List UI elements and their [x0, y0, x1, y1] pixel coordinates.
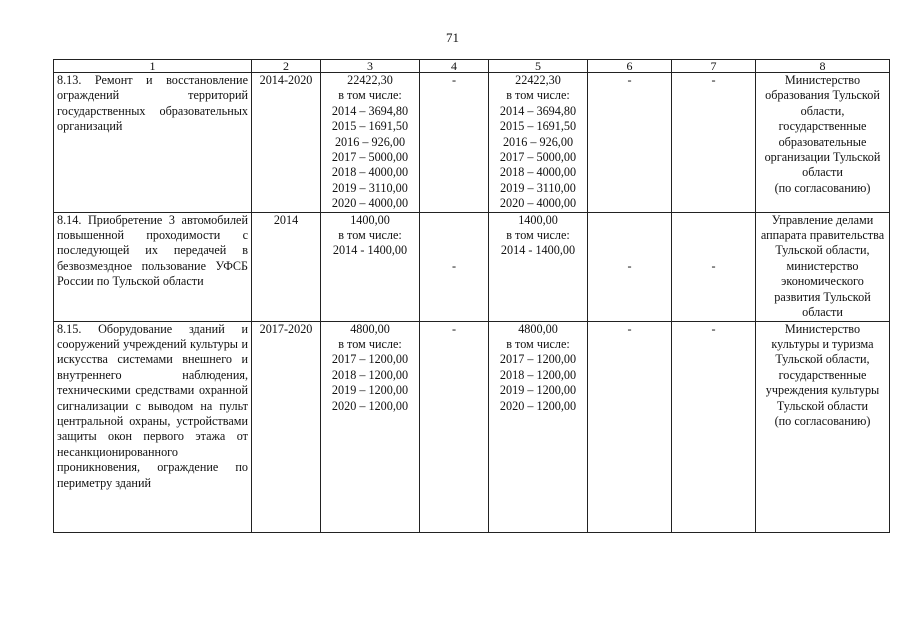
dash-cell: - — [588, 212, 672, 321]
executor-line: учреждения культуры — [765, 383, 880, 398]
measure-title: 8.13. Ремонт и восстановление ограждений территорий государственных образовательных организаций — [54, 73, 252, 213]
funding-line: 2019 – 1200,00 — [499, 383, 577, 398]
table-row — [54, 321, 890, 532]
period-cell: 2014-2020 — [252, 73, 321, 213]
column-header: 7 — [672, 60, 756, 73]
funding-line: 2018 – 4000,00 — [499, 165, 577, 180]
regional-funding-cell — [489, 212, 588, 321]
dash-cell: - — [672, 73, 756, 213]
executor-line: Министерство — [784, 73, 861, 87]
executor-line: аппарата правительства — [760, 228, 885, 243]
dash-cell: - — [420, 212, 489, 321]
funding-line: 22422,30 — [515, 73, 561, 87]
dash-cell: - — [672, 321, 756, 532]
executor-line: развития Тульской — [774, 289, 871, 304]
executor-line: области — [802, 165, 843, 180]
funding-line: 2016 – 926,00 — [502, 134, 574, 149]
measure-title: 8.15. Оборудование зданий и сооружений учреждений культуры и искусства системами внешнего и внутреннего наблюдения, техническими средствами охранной сигнализации с выводом на пульт центральной охраны, устройствами защиты окон первого этажа от несанкционированного проникновения, ограждение по периметру зданий — [54, 321, 252, 532]
funding-line: 2014 - 1400,00 — [332, 243, 408, 258]
dash-cell: - — [588, 73, 672, 213]
column-header: 2 — [252, 60, 321, 73]
funding-line: 2014 – 3694,80 — [331, 103, 409, 118]
measure-title: 8.14. Приобретение 3 автомобилей повышенной проходимости с последующей их передачей в безвозмездное пользование УФСБ России по Тульской области — [54, 212, 252, 321]
executor-cell — [756, 212, 890, 321]
dash-cell: - — [420, 321, 489, 532]
funding-line: 2019 – 3110,00 — [332, 180, 408, 195]
executor-line: образовательные — [778, 134, 867, 149]
executor-line: области — [802, 305, 843, 320]
funding-line: 2020 – 4000,00 — [499, 196, 577, 211]
table-header-row — [54, 60, 890, 73]
funding-line: 4800,00 — [518, 321, 558, 336]
funding-line: 2017 – 5000,00 — [499, 150, 577, 165]
funding-line: 2016 – 926,00 — [334, 134, 406, 149]
funding-line: 1400,00 — [518, 212, 558, 227]
period-cell: 2017-2020 — [252, 321, 321, 532]
funding-line: в том числе: — [338, 88, 402, 103]
column-header: 6 — [588, 60, 672, 73]
funding-line: в том числе: — [506, 88, 570, 103]
executor-cell — [756, 321, 890, 532]
executor-line: (по согласованию) — [774, 180, 871, 195]
funding-line: 2020 – 4000,00 — [331, 196, 409, 211]
funding-line: 2017 – 1200,00 — [331, 352, 409, 367]
executor-line: образования Тульской — [765, 88, 880, 103]
executor-line: государственные — [778, 367, 867, 382]
total-funding-cell — [321, 73, 420, 213]
funding-line: 2014 – 3694,80 — [499, 103, 577, 118]
executor-line: Управление делами — [771, 212, 874, 227]
executor-line: Тульской области — [776, 398, 869, 413]
page-number: 71 — [446, 30, 459, 45]
dash-cell: - — [588, 321, 672, 532]
executor-line: государственные — [778, 119, 867, 134]
program-table — [53, 59, 890, 533]
funding-line: 2018 – 1200,00 — [331, 367, 409, 382]
funding-line: в том числе: — [506, 228, 570, 243]
funding-line: 2017 – 5000,00 — [331, 150, 409, 165]
executor-line: Министерство — [784, 321, 861, 336]
period-cell: 2014 — [252, 212, 321, 321]
funding-line: 2019 – 1200,00 — [331, 383, 409, 398]
funding-line: 2017 – 1200,00 — [499, 352, 577, 367]
regional-funding-cell — [489, 321, 588, 532]
funding-line: 2020 – 1200,00 — [331, 398, 409, 413]
dash-cell: - — [672, 212, 756, 321]
executor-line: Тульской области, — [775, 243, 870, 258]
column-header: 4 — [420, 60, 489, 73]
funding-line: 2018 – 1200,00 — [499, 367, 577, 382]
funding-line: 2020 – 1200,00 — [499, 398, 577, 413]
funding-line: 2015 – 1691,50 — [499, 119, 577, 134]
executor-line: области, — [800, 103, 845, 118]
column-header: 5 — [489, 60, 588, 73]
funding-line: в том числе: — [338, 228, 402, 243]
funding-line: в том числе: — [506, 336, 570, 351]
funding-line: 2015 – 1691,50 — [331, 119, 409, 134]
executor-line: Тульской области, — [775, 352, 870, 367]
funding-line: 1400,00 — [350, 212, 390, 227]
column-header: 3 — [321, 60, 420, 73]
executor-line: организации Тульской — [764, 150, 881, 165]
executor-line: (по согласованию) — [774, 413, 871, 428]
executor-cell — [756, 73, 890, 213]
column-header: 1 — [54, 60, 252, 73]
funding-line: в том числе: — [338, 336, 402, 351]
funding-line: 2019 – 3110,00 — [500, 180, 576, 195]
total-funding-cell — [321, 212, 420, 321]
funding-line: 2014 - 1400,00 — [500, 243, 576, 258]
executor-line: министерство — [786, 258, 859, 273]
executor-line: культуры и туризма — [771, 336, 874, 351]
funding-line: 4800,00 — [350, 321, 390, 336]
table-row — [54, 212, 890, 321]
dash-cell: - — [420, 73, 489, 213]
executor-line: экономического — [781, 274, 864, 289]
table-row — [54, 73, 890, 213]
funding-line: 2018 – 4000,00 — [331, 165, 409, 180]
regional-funding-cell — [489, 73, 588, 213]
funding-line: 22422,30 — [347, 73, 393, 87]
total-funding-cell — [321, 321, 420, 532]
column-header: 8 — [756, 60, 890, 73]
